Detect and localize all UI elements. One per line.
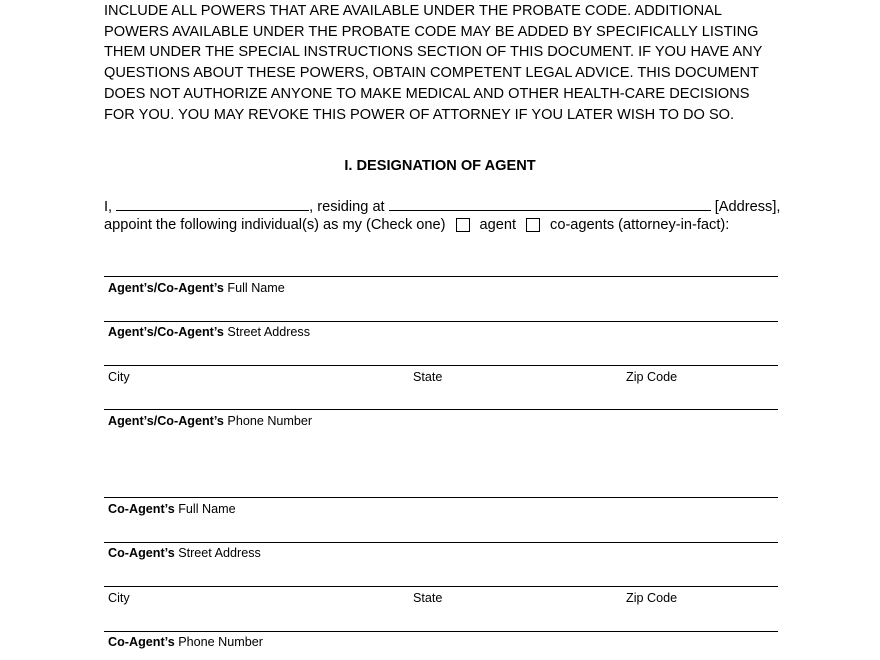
intro-line: FOR YOU. YOU MAY REVOKE THIS POWER OF ATTORNEY IF YOU LATER WISH TO DO SO. <box>104 106 735 123</box>
agent-full-name-label: Agent’s/Co-Agent’s Full Name <box>108 281 285 295</box>
agent-state-label: State <box>413 370 443 384</box>
intro-paragraph <box>104 1 784 125</box>
agent-city-label: City <box>108 370 130 384</box>
agent-full-name-line[interactable] <box>104 276 778 277</box>
agent-option-label: agent <box>479 217 517 233</box>
section-title: I. DESIGNATION OF AGENT <box>344 158 536 174</box>
appoint-text: appoint the following individual(s) as my (Check one) <box>104 217 446 233</box>
agent-phone-label: Agent’s/Co-Agent’s Phone Number <box>108 414 313 428</box>
coagent-zip-label: Zip Code <box>626 591 678 605</box>
agent-street-line[interactable] <box>104 321 778 322</box>
coagent-street-line[interactable] <box>104 542 778 543</box>
coagent-city-label: City <box>108 591 130 605</box>
designation-line <box>104 197 780 215</box>
agent-street-label: Agent’s/Co-Agent’s Street Address <box>108 325 311 339</box>
coagent-full-name-label: Co-Agent’s Full Name <box>108 502 236 516</box>
agent-city-state-zip-line[interactable] <box>104 365 778 366</box>
coagent-phone-label: Co-Agent’s Phone Number <box>108 635 263 649</box>
principal-name-blank[interactable] <box>116 197 309 211</box>
address-suffix: [Address], <box>714 199 781 215</box>
coagent-full-name-line[interactable] <box>104 497 778 498</box>
intro-line: QUESTIONS ABOUT THESE POWERS, OBTAIN COMPETENT LEGAL ADVICE. THIS DOCUMENT <box>104 65 759 82</box>
agent-checkbox[interactable] <box>456 218 470 232</box>
coagents-checkbox[interactable] <box>526 218 540 232</box>
agent-zip-label: Zip Code <box>626 370 678 384</box>
prefix-text: I, <box>104 199 113 215</box>
appoint-line <box>104 217 729 233</box>
principal-address-blank[interactable] <box>389 197 711 211</box>
coagent-street-label: Co-Agent’s Street Address <box>108 546 261 560</box>
intro-line: INCLUDE ALL POWERS THAT ARE AVAILABLE UNDER THE PROBATE CODE. ADDITIONAL <box>104 3 722 19</box>
coagents-option-label: co-agents (attorney-in-fact): <box>550 217 730 233</box>
coagent-city-state-zip-line[interactable] <box>104 586 778 587</box>
coagent-state-label: State <box>413 591 443 605</box>
intro-line: POWERS AVAILABLE UNDER THE PROBATE CODE MAY BE ADDED BY SPECIFICALLY LISTING <box>104 23 759 40</box>
agent-phone-line[interactable] <box>104 409 778 410</box>
intro-line: THEM UNDER THE SPECIAL INSTRUCTIONS SECTION OF THIS DOCUMENT. IF YOU HAVE ANY <box>104 44 763 61</box>
coagent-phone-line[interactable] <box>104 631 778 632</box>
residing-text: , residing at <box>309 199 385 215</box>
intro-line: DOES NOT AUTHORIZE ANYONE TO MAKE MEDICAL AND OTHER HEALTH-CARE DECISIONS <box>104 85 750 102</box>
